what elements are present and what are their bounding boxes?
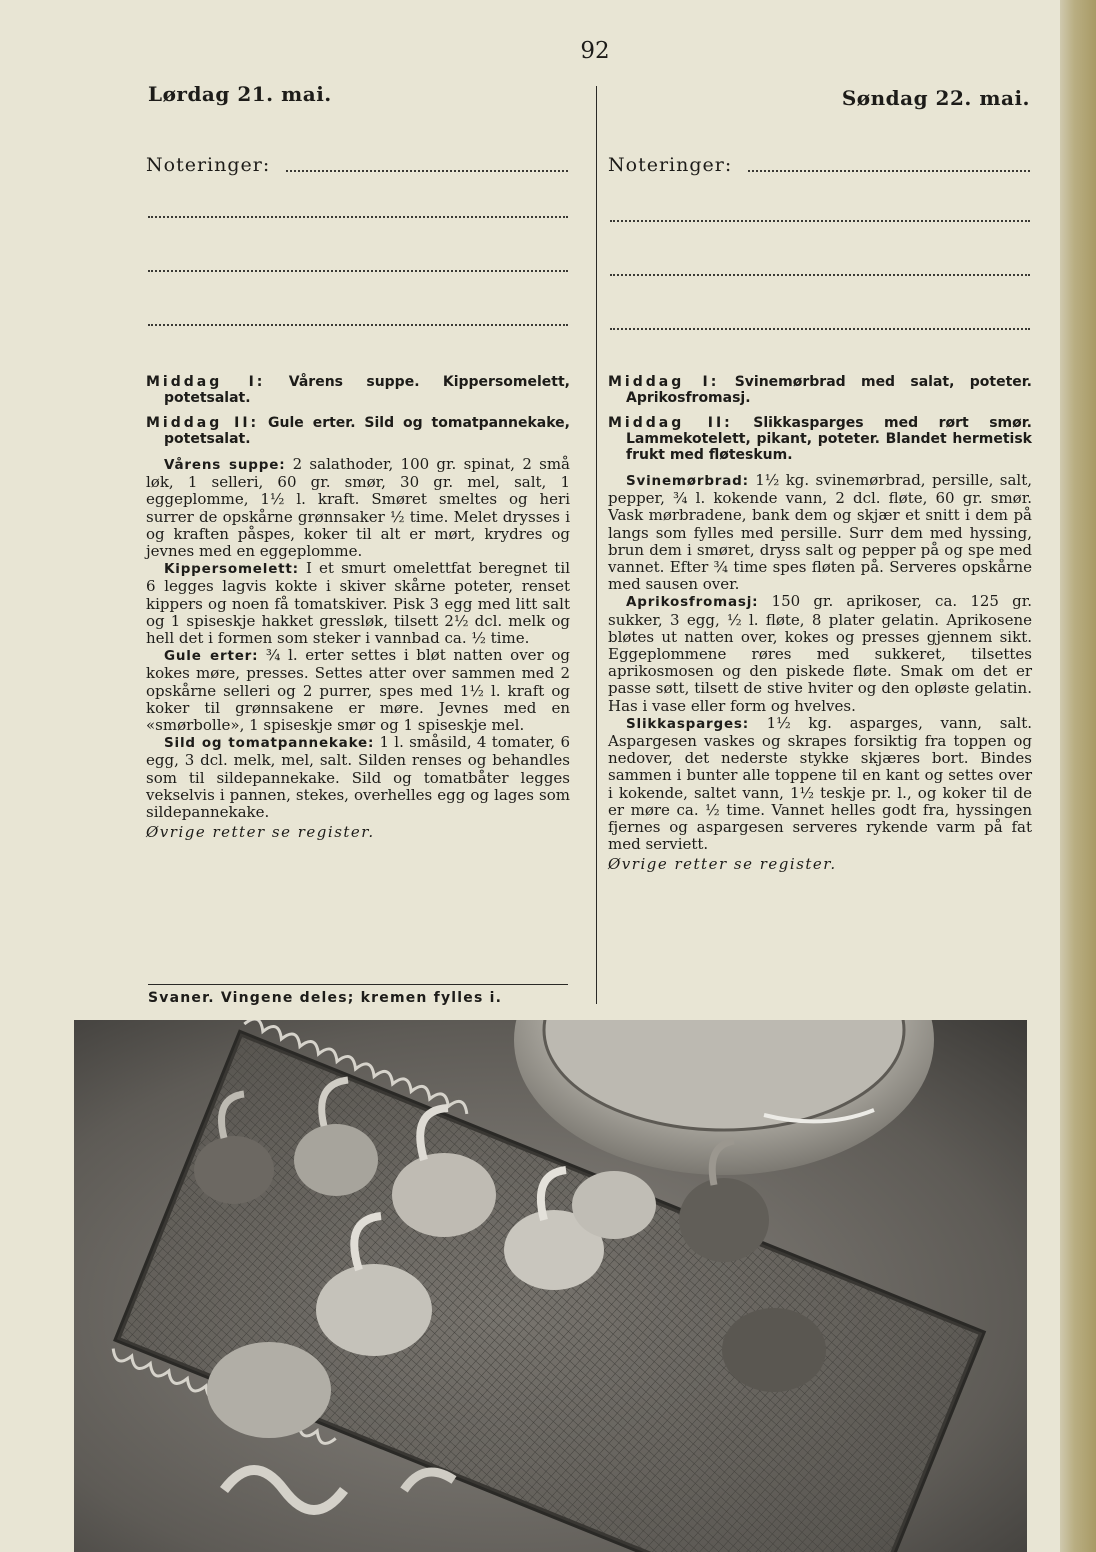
menu-text: Gule erter. Sild og tomatpannekake, potetsalat. <box>164 415 570 447</box>
caption-rule <box>148 984 568 985</box>
right-notes-label: Noteringer: <box>608 154 733 176</box>
recipe-body: 1½ kg. svinemørbrad, persille, salt, pepper, ¾ l. kokende vann, 2 dcl. fløte, 60 gr. smør. Vask mørbradene, bank dem og skjær et snitt i dem på langs som fylles med persille. Surr dem med hyssing, brun dem i smøret, dryss salt og pepper på og spe med vannet. Efter ¾ time spes fløten på. Serveres opskårne med sausen over. <box>608 471 1032 594</box>
recipe-title: Sild og tomatpannekake: <box>164 735 375 752</box>
menu-text: Slikkasparges med rørt smør. Lammekotelett, pikant, poteter. Blandet hermetisk frukt med fløteskum. <box>626 415 1032 463</box>
menu-label: Middag I: <box>608 374 720 390</box>
recipe-body: 150 gr. aprikoser, ca. 125 gr. sukker, 3 egg, ½ l. fløte, 8 plater gelatin. Aprikosene bløtes ut natten over, kokes og presses gjennem sikt. Eggeplommene røres med sukkeret, tilsettes aprikosmosen og den piskede fløte. Smak om det er passe søtt, tilsett de stive hviter og den opløste gelatin. Has i vase eller form og hvelves. <box>608 592 1032 715</box>
left-notes-line[interactable] <box>148 216 568 218</box>
recipe-body: 1 l. småsild, 4 tomater, 6 egg, 3 dcl. melk, mel, salt. Silden renses og behandles som til sildepannekake. Sild og tomatbåter legges vekselvis i pannen, stekes, overhelles egg og lages som sildepannekake. <box>146 733 570 822</box>
menu-text: Svinemørbrad med salat, poteter. Aprikosfromasj. <box>626 374 1032 406</box>
left-notes-line[interactable] <box>148 324 568 326</box>
recipe-paragraph <box>146 734 570 821</box>
ovrige-link-text: Øvrige retter se register. <box>608 855 837 874</box>
menu-line <box>608 374 1032 406</box>
right-column <box>608 374 1032 874</box>
recipe-title: Gule erter: <box>164 648 259 665</box>
recipe-paragraph <box>146 560 570 647</box>
left-notes-line[interactable] <box>286 170 568 172</box>
recipe-title: Kippersomelett: <box>164 561 299 578</box>
recipe-paragraph <box>146 456 570 560</box>
ovrige-link-text: Øvrige retter se register. <box>146 823 375 842</box>
left-notes-label: Noteringer: <box>146 154 271 176</box>
recipe-title: Vårens suppe: <box>164 457 286 473</box>
right-day-heading: Søndag 22. mai. <box>841 86 1030 110</box>
recipe-paragraph <box>608 472 1032 593</box>
left-column <box>146 374 570 841</box>
menu-label: Middag II: <box>608 415 733 431</box>
recipe-body: ¾ l. erter settes i bløt natten over og kokes møre, presses. Settes atter over sammen med 2 opskårne selleri og 2 purrer, spes med 1½ l. kraft og koker til grønnsakene er møre. Jevnes med en «smørbolle», 1 spiseskje smør og 1 spiseskje mel. <box>146 646 570 735</box>
recipe-paragraph <box>608 715 1032 854</box>
recipe-title: Svinemørbrad: <box>626 473 749 489</box>
right-notes-line[interactable] <box>748 170 1030 172</box>
book-edge <box>1060 0 1096 1552</box>
right-notes-line[interactable] <box>610 220 1030 222</box>
recipe-body: I et smurt omelettfat beregnet til 6 legges lagvis kokte i skiver skårne poteter, renset kippers og noen få tomatskiver. Pisk 3 egg med litt salt og 1 spiseskje hakket gressløk, tilsett 2½ dcl. melk og hell det i formen som steker i vannbad ca. ½ time. <box>146 559 570 648</box>
recipe-title: Aprikosfromasj: <box>626 594 759 611</box>
recipe-paragraph <box>146 647 570 734</box>
menu-label: Middag I: <box>146 374 266 390</box>
photo-caption: Svaner. Vingene deles; kremen fylles i. <box>148 990 503 1006</box>
menu-text: Vårens suppe. Kippersomelett, potetsalat. <box>164 374 570 406</box>
column-divider <box>596 86 597 1004</box>
page-number: 92 <box>580 38 610 64</box>
menu-line <box>146 374 570 406</box>
menu-line <box>608 415 1032 463</box>
recipe-body: 2 salathoder, 100 gr. spinat, 2 små løk, 1 selleri, 60 gr. smør, 30 gr. mel, salt, 1 eggeplomme, 1½ l. kraft. Smøret smeltes og heri surrer de opskårne grønnsaker ½ time. Melet drysses i og kraften påspes, koker til alt er mørt, krydres og jevnes med en eggeplomme. <box>146 455 570 561</box>
right-notes-line[interactable] <box>610 274 1030 276</box>
left-day-heading: Lørdag 21. mai. <box>148 82 332 106</box>
menu-line <box>146 415 570 447</box>
swan-pastry-photo <box>74 1020 1027 1552</box>
recipe-body: 1½ kg. asparges, vann, salt. Aspargesen vaskes og skrapes forsiktig fra toppen og nedover, det nederste stykke skjæres bort. Bindes sammen i bunter alle toppene til en kant og settes over i kokende, saltet vann, 1½ teskje pr. l., og koker til de er møre ca. ½ time. Vannet helles godt fra, hyssingen fjernes og aspargesen serveres rykende varm på fat med serviett. <box>608 713 1032 854</box>
left-notes-line[interactable] <box>148 270 568 272</box>
recipe-title: Slikkasparges: <box>626 715 749 732</box>
menu-label: Middag II: <box>146 415 260 431</box>
right-notes-line[interactable] <box>610 328 1030 330</box>
recipe-paragraph <box>608 593 1032 714</box>
